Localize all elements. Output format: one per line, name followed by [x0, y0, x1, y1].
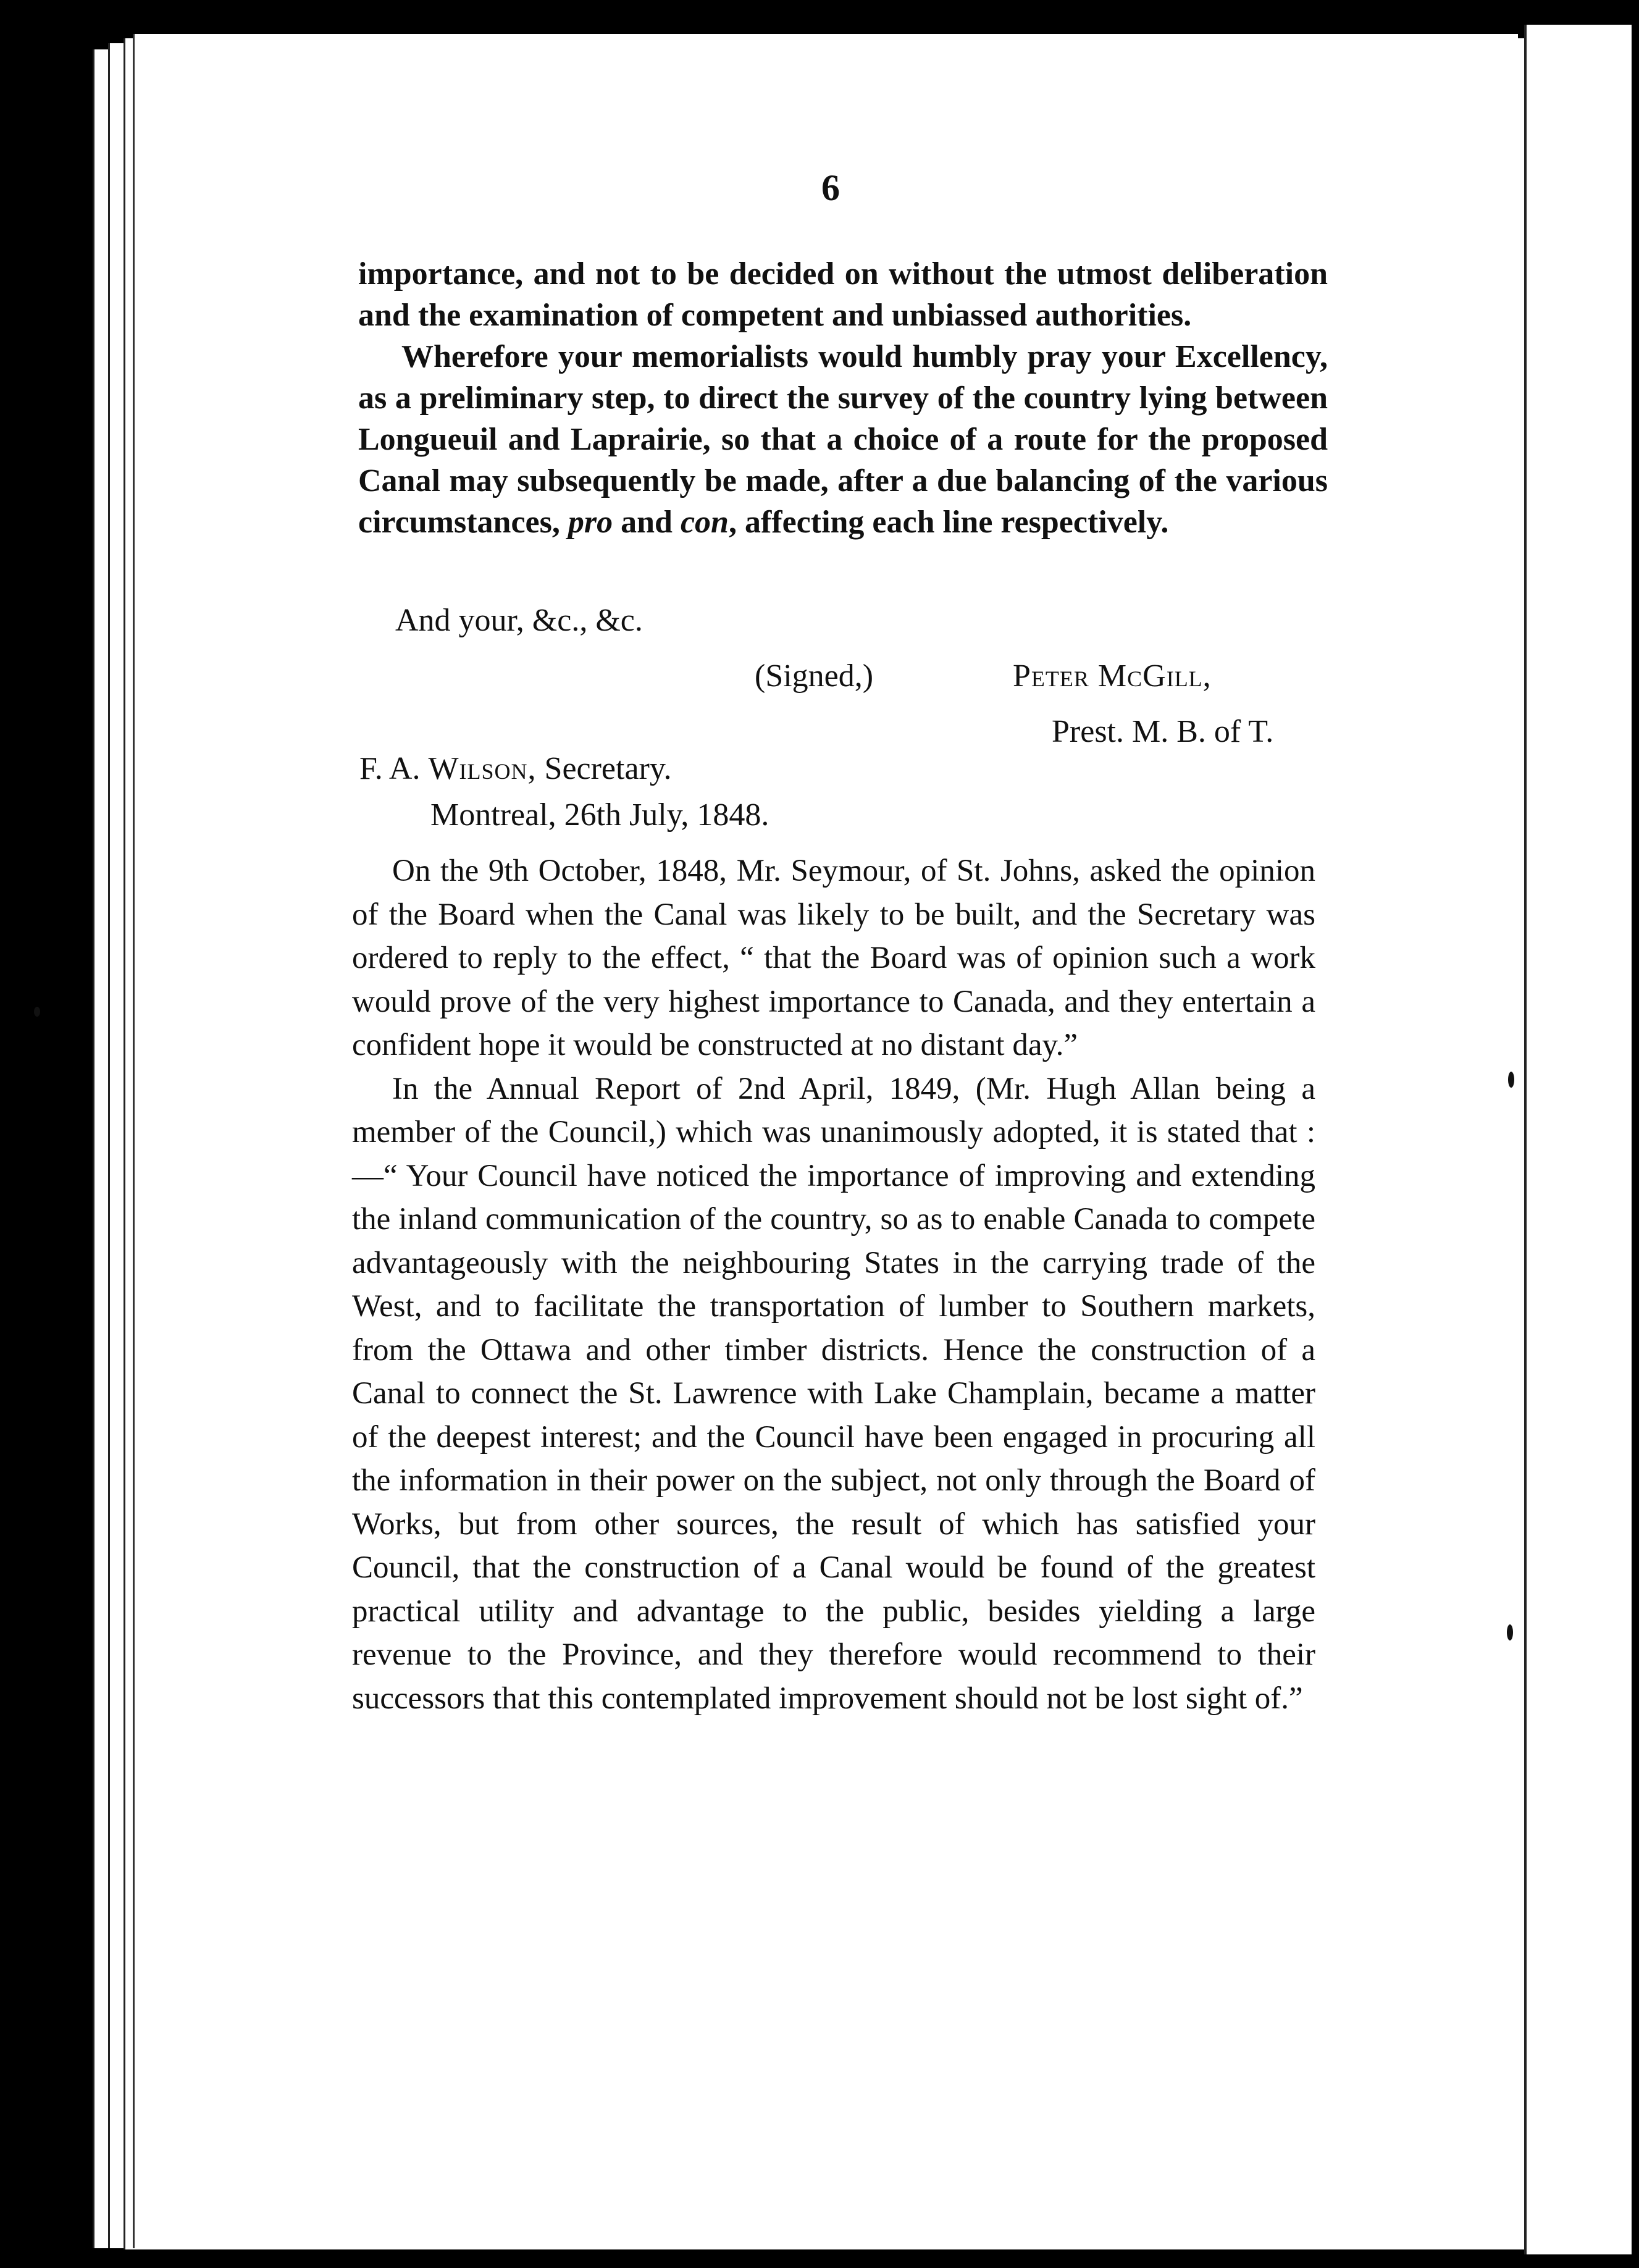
annual-report-paragraph: In the Annual Report of 2nd April, 1849, (Mr. Hugh Allan being a member of the Council,) which was unanimously adopted, it is stated that :—“ Your Council have noticed the importance of improving and extending the inland communication of the country, so as to enable Canada to compete advantageously with the neighbouring States in the carrying trade of the West, and to facilitate the transportation of lumber to Southern markets, from the Ottawa and other timber districts. Hence the construction of a Canal to connect the St. Lawrence with Lake Champlain, became a matter of the deepest interest; and the Council have been engaged in procuring all the information in their power on the subject, not only through the Board of Works, but from other sources, the result of which has satisfied your Council, that the construction of a Canal would be found of the greatest practical utility and advantage to the public, besides yielding a large revenue to the Province, and they therefore would recommend to their successors that this contemplated improvement should not be lost sight of.”	[352, 1071, 1315, 1716]
latin-term: con	[680, 505, 729, 540]
secretary-role: Secretary.	[536, 751, 672, 786]
scan-speck	[1507, 1624, 1513, 1640]
latin-term: pro	[568, 505, 613, 540]
scan-speck	[1508, 1072, 1514, 1088]
secretary-initials: F. A.	[359, 751, 429, 786]
signer-name: Peter McGill,	[1013, 658, 1212, 694]
secretary-line	[359, 750, 671, 787]
place-date: Montreal, 26th July, 1848.	[430, 797, 769, 833]
closing-salutation: And your, &c., &c.	[395, 603, 643, 638]
memorial-prayer-text: Wherefore your memorialists would humbly pray your Excellency, as a preliminary step, to direct the survey of the country lying between Longueuil and Laprairie, so that a choice of a route for the proposed Canal may subsequently be made, after a due balancing of the various circumstances,	[358, 339, 1328, 540]
facing-page-edge	[1524, 25, 1632, 2254]
memorial-text	[358, 253, 1328, 543]
narrative-paragraph: On the 9th October, 1848, Mr. Seymour, of St. Johns, asked the opinion of the Board when the Canal was likely to be built, and the Secretary was ordered to reply to the effect, “ that the Board was of opinion such a work would prove of the very highest importance to Canada, and they entertain a confident hope it would be constructed at no distant day.”	[352, 854, 1315, 1062]
memorial-paragraph: importance, and not to be decided on without the utmost deliberation and the examination of competent and unbiassed authorities.	[358, 256, 1328, 333]
memorial-prayer-paragraph	[358, 336, 1328, 543]
secretary-name: Wilson,	[428, 751, 537, 786]
memorial-text-fragment: and	[613, 505, 681, 540]
memorial-text-fragment: , affecting each line respectively.	[728, 505, 1169, 540]
signer-title: Prest. M. B. of T.	[1052, 714, 1274, 749]
scan-speck	[34, 1007, 40, 1017]
signed-note: (Signed,)	[755, 658, 874, 694]
narrative-text	[352, 849, 1315, 1720]
page-number: 6	[821, 167, 840, 208]
